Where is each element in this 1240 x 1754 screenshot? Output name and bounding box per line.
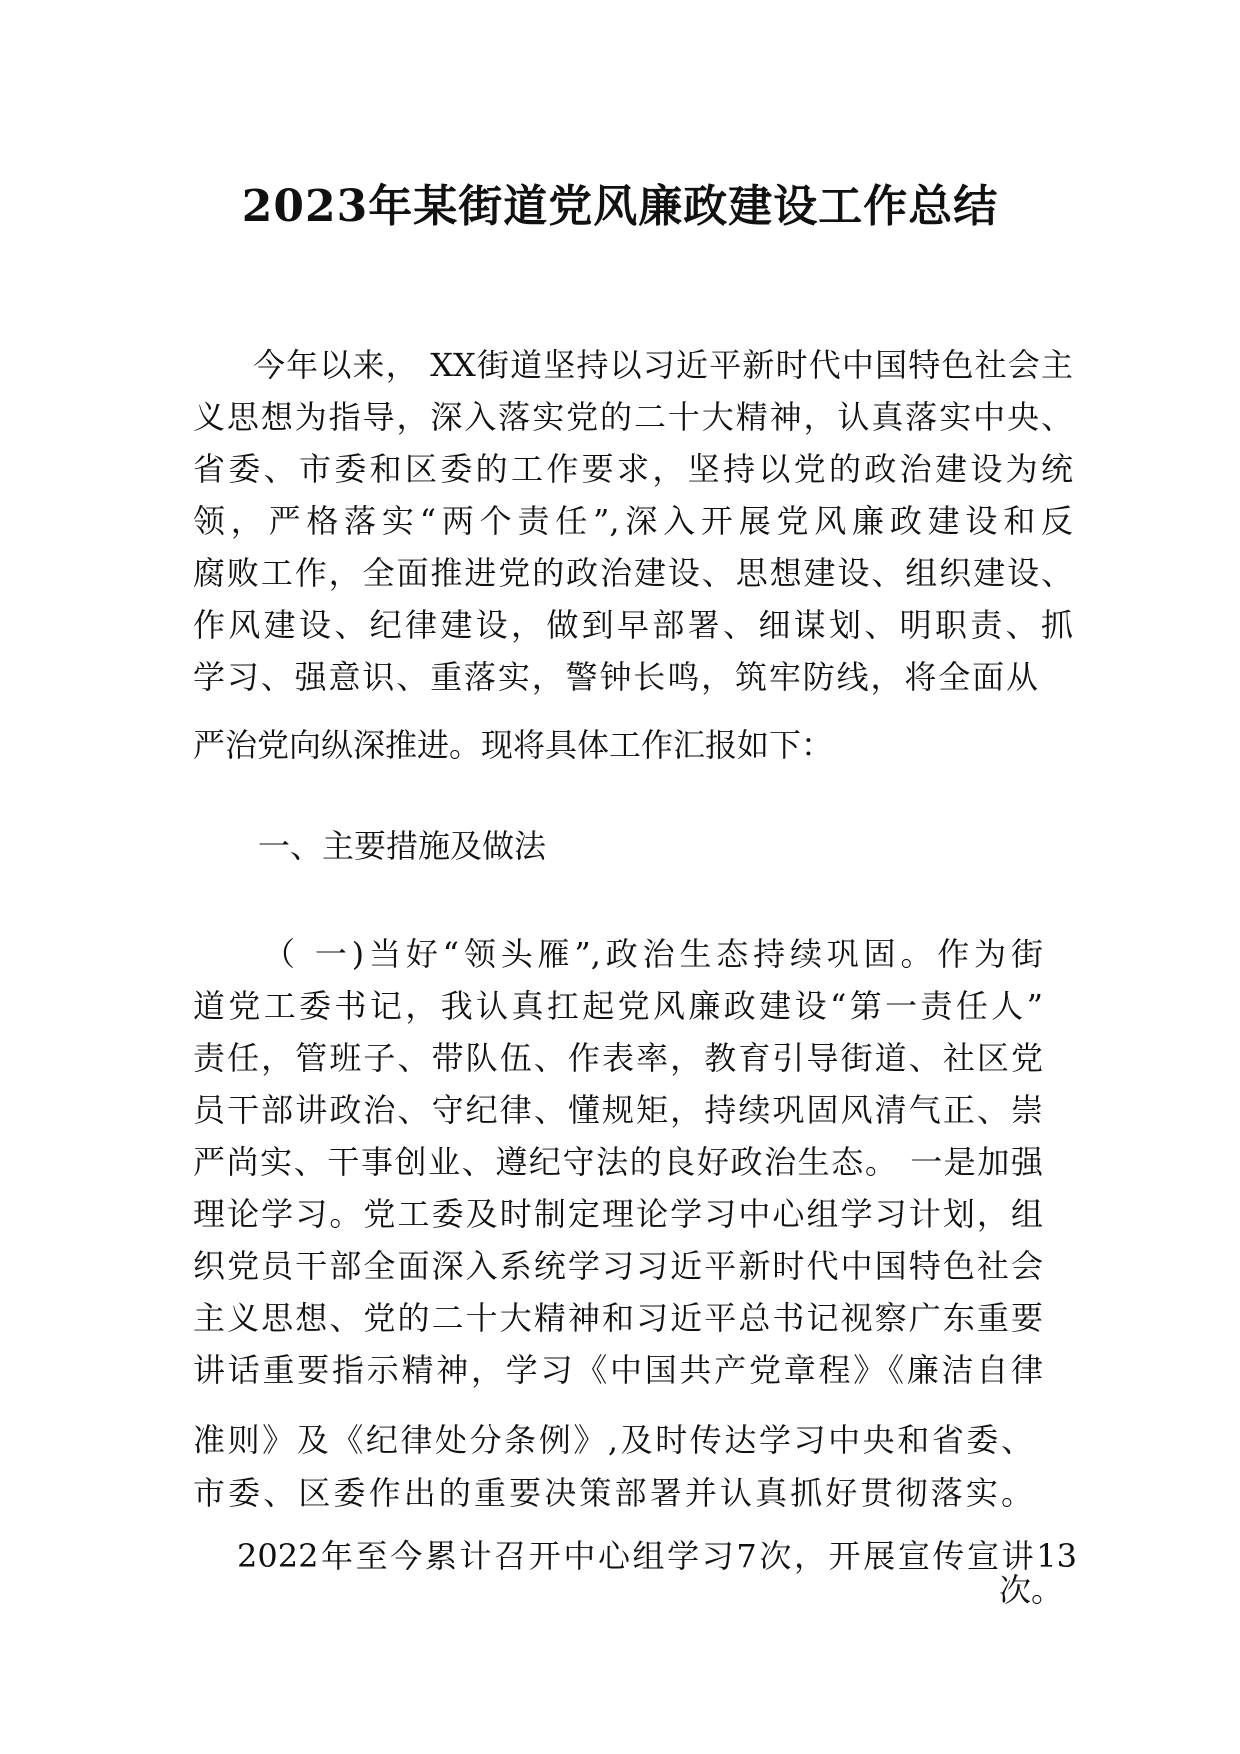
paragraph-line: 腐败工作，全面推进党的政治建设、思想建设、组织建设、 — [193, 554, 1073, 592]
document-title: 2023年某街道党风廉政建设工作总结 — [241, 181, 999, 232]
paragraph-line: 次。 — [998, 1571, 1063, 1609]
paragraph-line: 领，严格落实“两个责任”,深入开展党风廉政建设和反 — [193, 502, 1073, 540]
paragraph-line: 学习、强意识、重落实，警钟长鸣，筑牢防线，将全面从 — [193, 658, 1038, 696]
paragraph-line: 责任，管班子、带队伍、作表率，教育引导街道、社区党 — [193, 1039, 1043, 1077]
paragraph-line: 员干部讲政治、守纪律、懂规矩，持续巩固风清气正、崇 — [193, 1091, 1043, 1129]
paragraph-line: 讲话重要指示精神，学习《中国共产党章程》《廉洁自律 — [193, 1351, 1043, 1389]
paragraph-line: （ 一)当好“领头雁”,政治生态持续巩固。作为街 — [263, 935, 1043, 973]
paragraph-line: 今年以来， XX街道坚持以习近平新时代中国特色社会主 — [253, 346, 1073, 384]
section-heading: 一、主要措施及做法 — [258, 827, 547, 865]
paragraph-line: 2022年至今累计召开中心组学习7次，开展宣传宣讲13 — [237, 1537, 1077, 1575]
paragraph-line: 准则》及《纪律处分条例》,及时传达学习中央和省委、 — [193, 1421, 1033, 1459]
paragraph-line: 义思想为指导，深入落实党的二十大精神，认真落实中央、 — [193, 398, 1073, 436]
paragraph-line: 省委、市委和区委的工作要求，坚持以党的政治建设为统 — [193, 450, 1073, 488]
paragraph-line: 严尚实、干事创业、遵纪守法的良好政治生态。 一是加强 — [193, 1143, 1043, 1181]
paragraph-line: 严治党向纵深推进。现将具体工作汇报如下： — [193, 726, 834, 764]
paragraph-line: 织党员干部全面深入系统学习习近平新时代中国特色社会 — [193, 1247, 1043, 1285]
paragraph-line: 作风建设、纪律建设，做到早部署、细谋划、明职责、抓 — [193, 606, 1073, 644]
paragraph-line: 主义思想、党的二十大精神和习近平总书记视察广东重要 — [193, 1299, 1043, 1337]
paragraph-line: 理论学习。党工委及时制定理论学习中心组学习计划，组 — [193, 1195, 1043, 1233]
paragraph-line: 市委、区委作出的重要决策部署并认真抓好贯彻落实。 — [193, 1474, 1033, 1512]
paragraph-line: 道党工委书记，我认真扛起党风廉政建设“第一责任人” — [193, 987, 1043, 1025]
